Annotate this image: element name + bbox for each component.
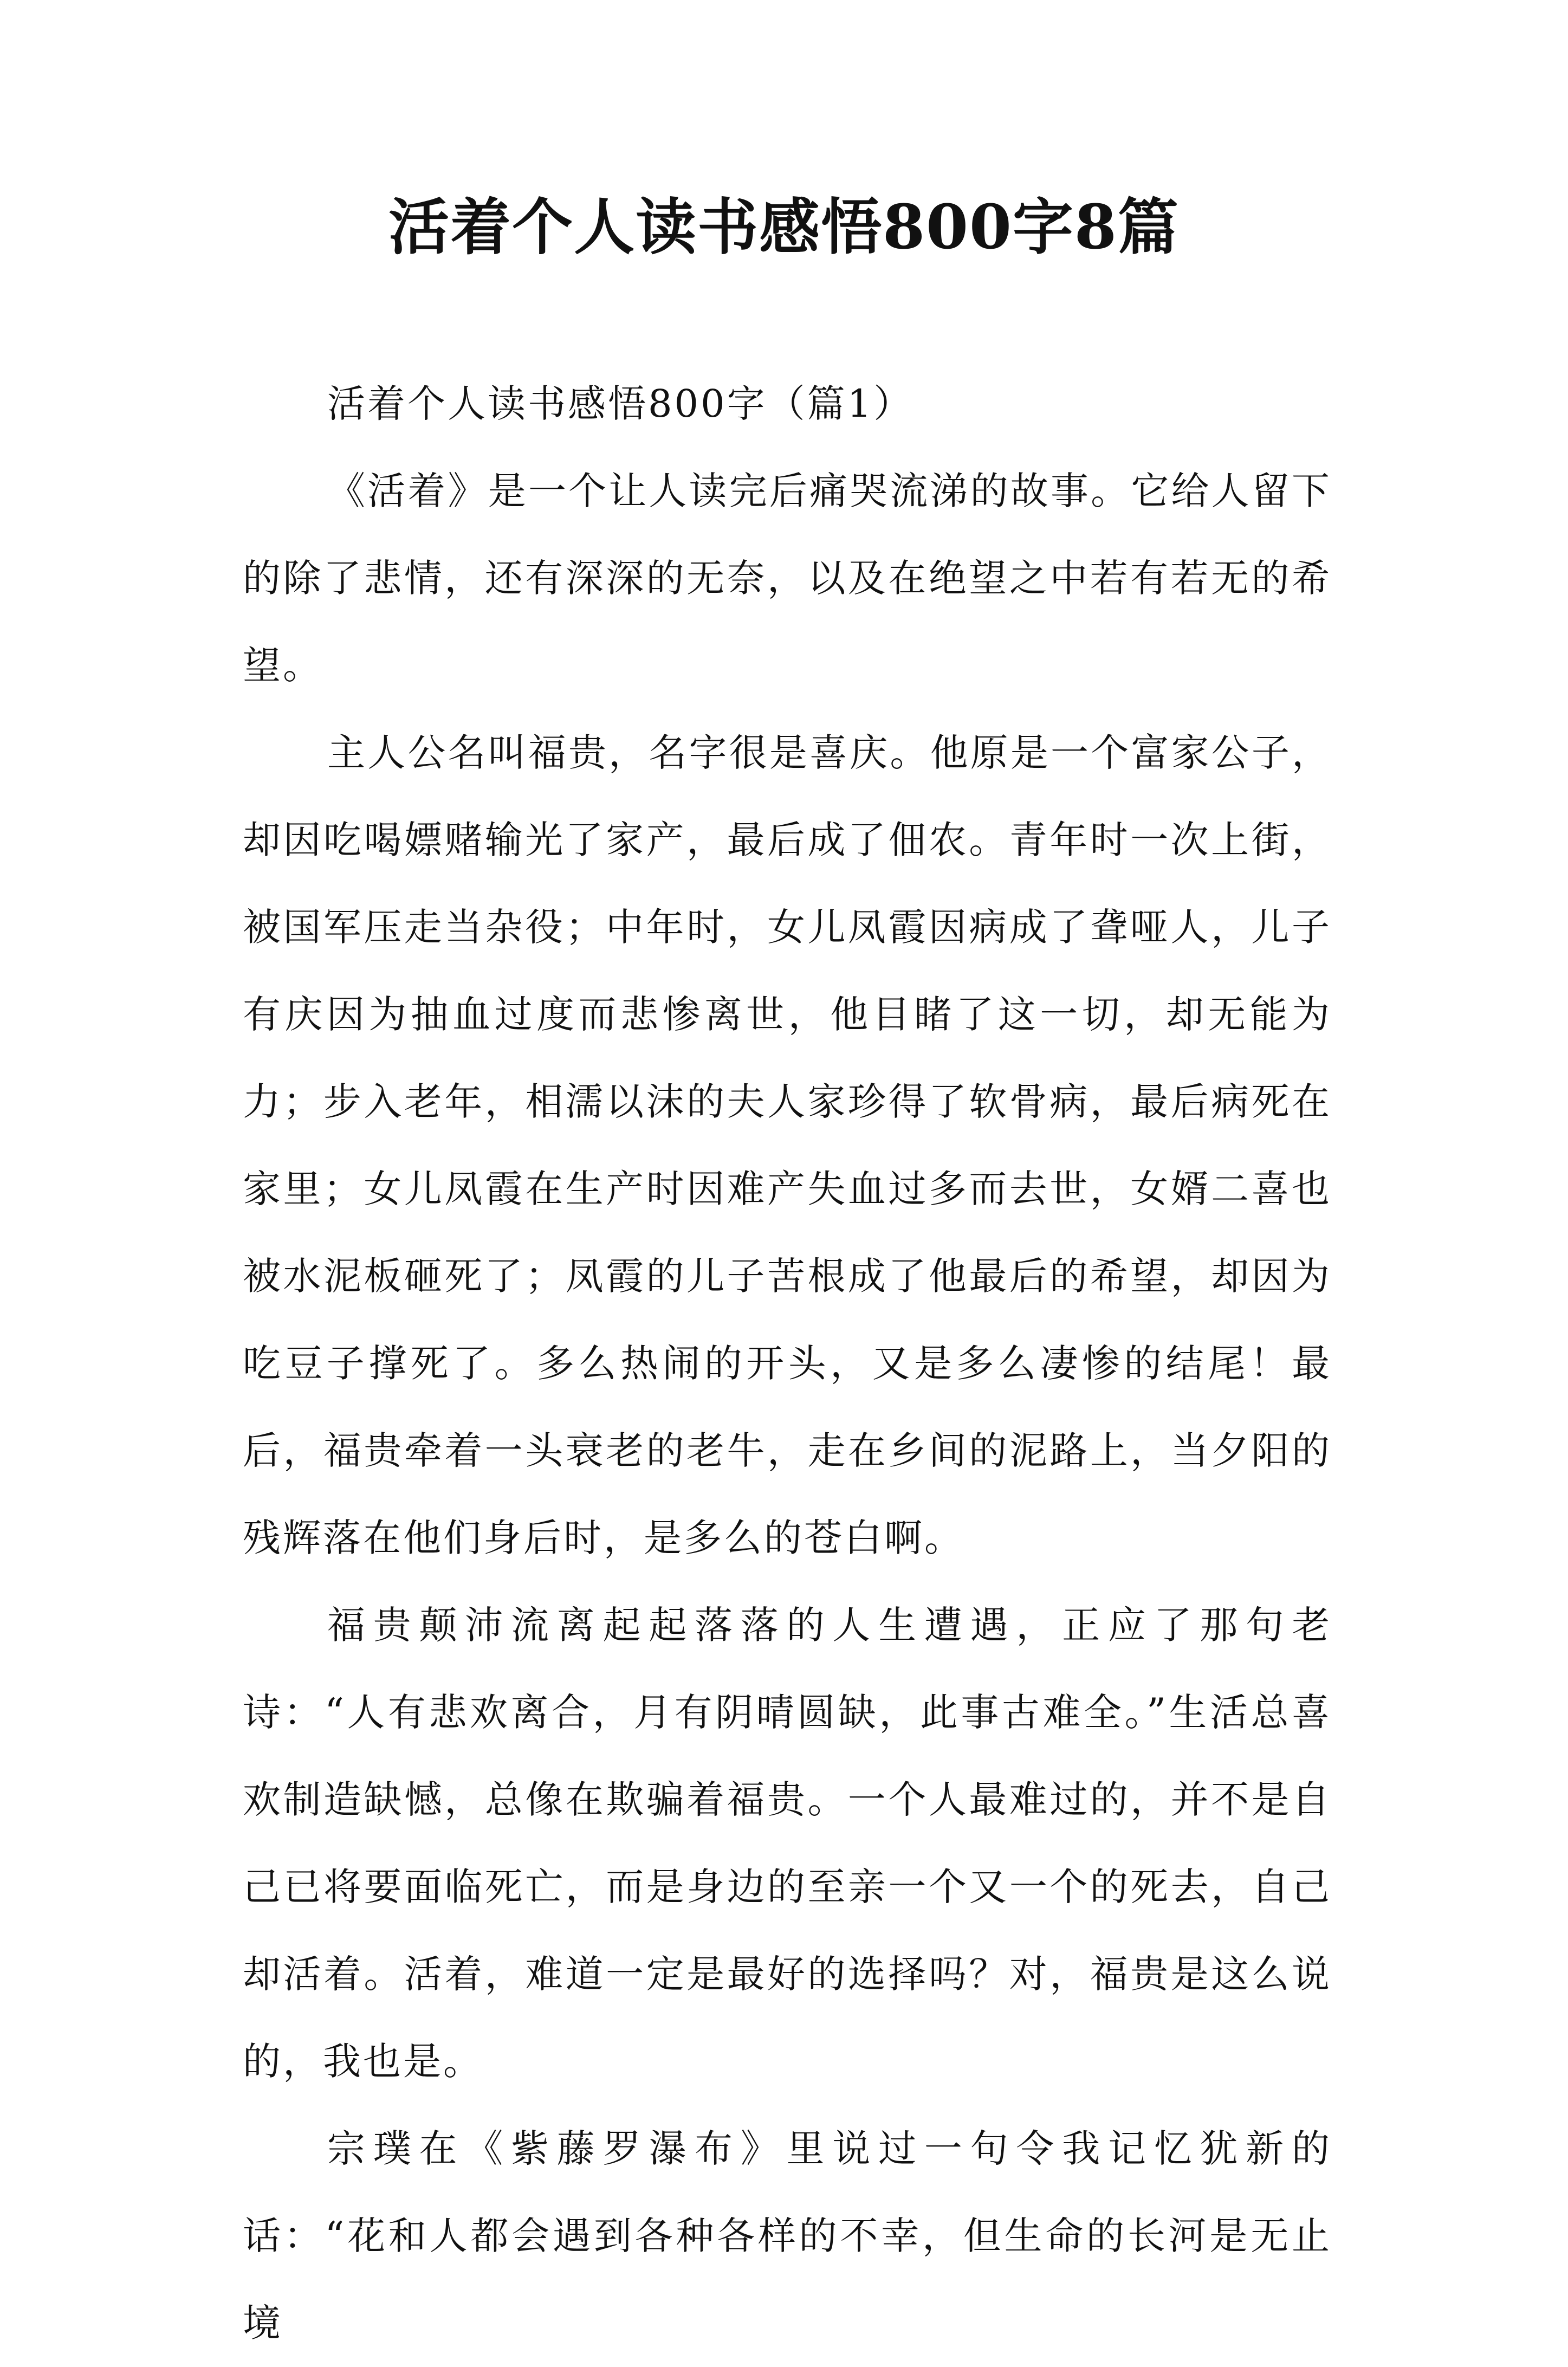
document-body (243, 360, 1332, 2367)
document-title: 活着个人读书感悟800字8篇 (388, 192, 1180, 263)
paragraph-1: 《活着》是一个让人读完后痛哭流涕的故事。它给人留下的除了悲情，还有深深的无奈，以及在绝望之中若有若无的希望。 (243, 469, 1332, 688)
paragraph-3: 福贵颠沛流离起起落落的人生遭遇，正应了那句老诗：“人有悲欢离合，月有阴晴圆缺，此事古难全。”生活总喜欢制造缺憾，总像在欺骗着福贵。一个人最难过的，并不是自己已将要面临死亡，而是身边的至亲一个又一个的死去，自己却活着。活着，难道一定是最好的选择吗？对，福贵是这么说的，我也是。 (243, 1603, 1332, 2084)
paragraph-2: 主人公名叫福贵，名字很是喜庆。他原是一个富家公子，却因吃喝嫖赌输光了家产，最后成了佃农。青年时一次上街，被国军压走当杂役；中年时，女儿凤霞因病成了聋哑人，儿子有庆因为抽血过度而悲惨离世，他目睹了这一切，却无能为力；步入老年，相濡以沫的夫人家珍得了软骨病，最后病死在家里；女儿凤霞在生产时因难产失血过多而去世，女婿二喜也被水泥板砸死了；凤霞的儿子苦根成了他最后的希望，却因为吃豆子撑死了。多么热闹的开头，又是多么凄惨的结尾！最后，福贵牵着一头衰老的老牛，走在乡间的泥路上，当夕阳的残辉落在他们身后时，是多么的苍白啊。 (243, 730, 1332, 1560)
section-heading: 活着个人读书感悟800字（篇1） (327, 381, 914, 426)
paragraph-4: 宗璞在《紫藤罗瀑布》里说过一句令我记忆犹新的话：“花和人都会遇到各种各样的不幸，但生命的长河是无止境 (243, 2126, 1332, 2345)
